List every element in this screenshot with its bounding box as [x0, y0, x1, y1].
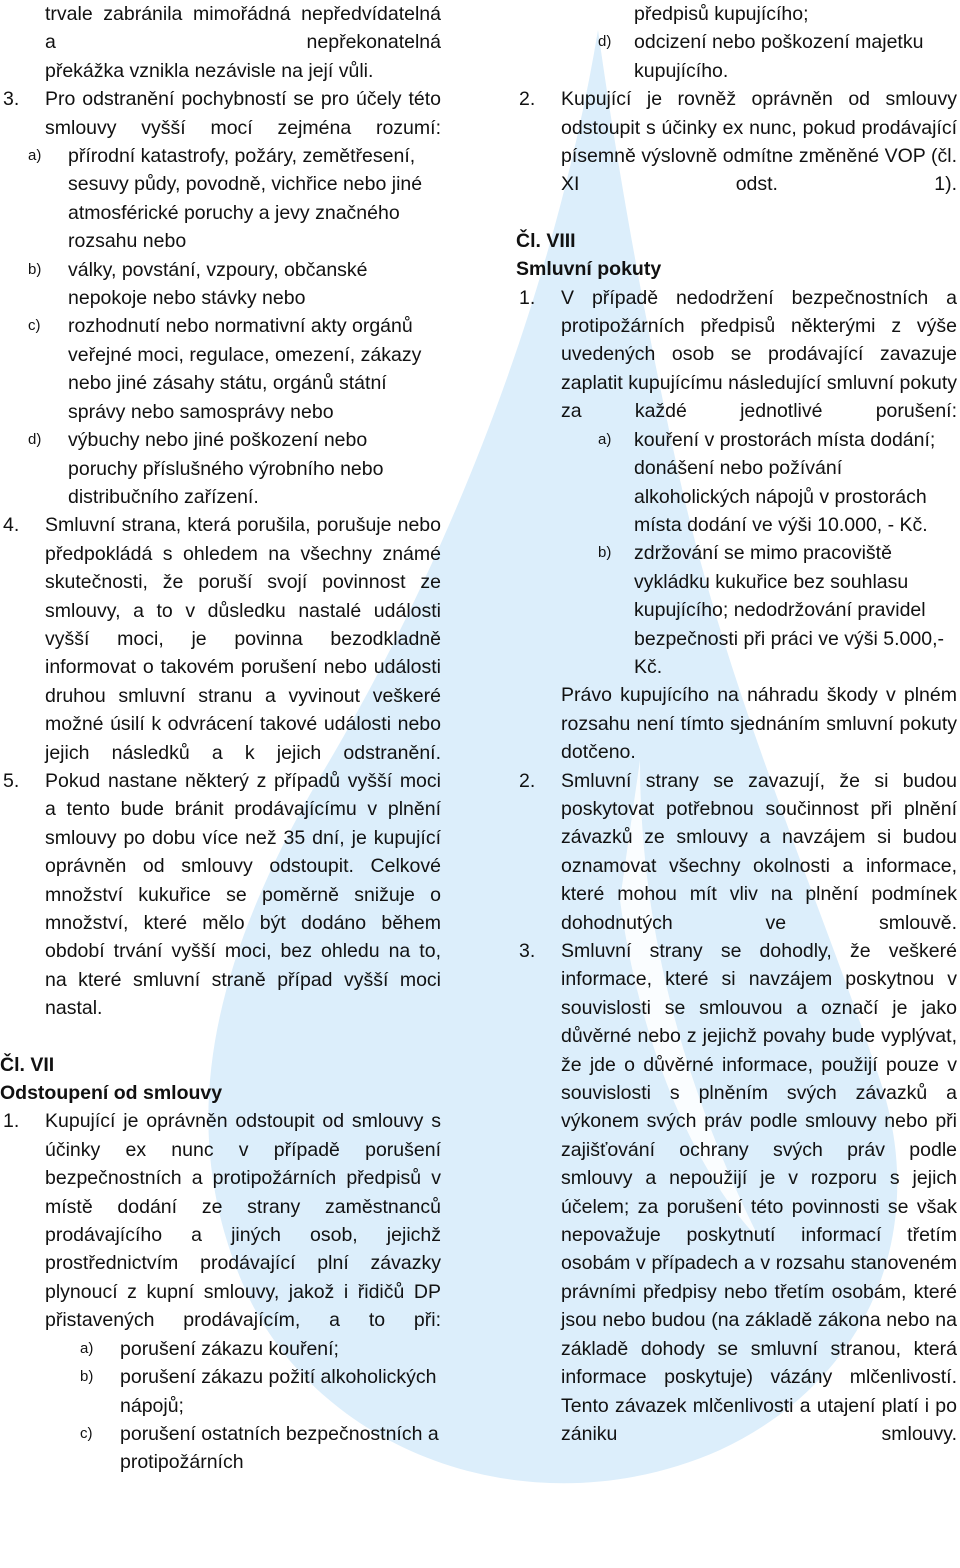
list-text: porušení ostatních bezpečnostních a protipožárních	[120, 1422, 439, 1474]
paragraph-text: Kupující je rovněž oprávněn od smlouvy odstoupit s účinky ex nunc, pokud prodávající písemně výslovně odmítne změněné VOP (čl. XI odst. 1).	[561, 88, 957, 196]
paragraph-text: Smluvní strana, která porušila, porušuje nebo předpokládá s ohledem na všechny známé skutečnosti, že poruší svojí povinnost ze smlouvy, a to v důsledku nastalé události vyšší moci, je povinna bezodkladně informovat o takovém porušení nebo události druhou smluvní stranu a vyvinout veškeré možné úsilí k odvrácení takové události nebo jejich následků a k jejich odstranění.	[45, 514, 441, 764]
continuation-line-2: překážka vznikla nezávisle na její vůli.	[45, 59, 374, 82]
list-item	[0, 1420, 441, 1477]
spacer	[516, 199, 957, 227]
list-text: zdržování se mimo pracoviště vykládku kukuřice bez souhlasu kupujícího; nedodržování pravidel bezpečnosti při práci ve výši 5.000,- Kč.	[634, 542, 944, 678]
spacer	[0, 1023, 441, 1051]
continuation-line-1: trvale zabránila mimořádná nepředvídatelná a nepřekonatelná	[45, 3, 441, 54]
paragraph-text: Právo kupujícího na náhradu škody v plném rozsahu není tímto sjednáním smluvní pokuty dotčeno.	[561, 684, 957, 764]
list-text: odcizení nebo poškození majetku kupujícího.	[634, 31, 924, 82]
list-item	[0, 1363, 441, 1420]
article-7-title: Čl. VII	[0, 1053, 55, 1076]
list-letter: b)	[598, 544, 612, 562]
paragraph-text: Smluvní strany se dohodly, že veškeré informace, které si navzájem poskytnou v souvislosti se smlouvou a označí je jako důvěrné nebo z jejichž povahy bude vyplývat, že jde o důvěrné informace, použijí pouze v souvislosti s plněním svých závazků a výkonem svých práv podle smlouvy nebo při zajišťování ochrany svých práv podle smlouvy a nepoužijí je v rozporu s jejich účelem; za porušení této povinnosti se však nepovažuje poskytnutí informací třetím osobám v případech a v rozsahu stanoveném právními předpisy nebo třetím osobám, které jsou nebo budou (na základě zákona nebo na základě dohody se smluvní stranou, která informace poskytuje) vázány mlčenlivostí. Tento závazek mlčenlivosti a utajení platí i po zániku smlouvy.	[561, 940, 957, 1445]
list-item	[0, 426, 441, 511]
list-text: rozhodnutí nebo normativní akty orgánů veřejné moci, regulace, omezení, zákazy nebo jiné zásahy státu, orgánů státní správy nebo samosprávy nebo	[68, 315, 422, 423]
list-item	[516, 426, 957, 540]
article-8-paragraph-1	[516, 284, 957, 426]
article-8-heading: Smluvní pokuty	[516, 258, 662, 281]
list-text: porušení zákazu požití alkoholických nápojů;	[120, 1366, 437, 1417]
list-text: kouření v prostorách místa dodání; donášení nebo požívání alkoholických nápojů v prostorách místa dodání ve výši 10.000, - Kč.	[634, 428, 936, 536]
paragraph-text: Smluvní strany se zavazují, že si budou poskytovat potřebnou součinnost při plnění závazků ze smlouvy a navzájem si budou oznamovat všechny okolnosti a informace, které mohou mít vliv na plnění podmínek dohodnutých ve smlouvě.	[561, 769, 957, 934]
article-7-paragraph-2	[516, 85, 957, 199]
list-item	[0, 312, 441, 426]
list-text: války, povstání, vzpoury, občanské nepokoje nebo stávky nebo	[68, 258, 368, 310]
paragraph-number: 3.	[519, 940, 536, 962]
article-8-paragraph-2	[516, 767, 957, 937]
paragraph-text: Pro odstranění pochybností se pro účely této smlouvy vyšší mocí zejména rozumí:	[45, 88, 441, 139]
list-letter: a)	[598, 430, 612, 448]
list-letter: b)	[28, 260, 42, 278]
list-text: přírodní katastrofy, požáry, zemětřesení, sesuvy půdy, povodně, vichřice nebo jiné atmosférické poruchy a jevy značného rozsahu nebo	[68, 145, 423, 253]
paragraph-number: 1.	[3, 1110, 20, 1133]
paragraph-number: 2.	[519, 769, 536, 792]
list-item-continuation	[516, 0, 957, 28]
list-item	[516, 539, 957, 681]
list-text: výbuchy nebo jiné poškození nebo poruchy příslušného výrobního nebo distribučního zařízení.	[68, 429, 384, 508]
right-column	[516, 0, 957, 1448]
paragraph-number: 4.	[3, 514, 20, 537]
list-item	[0, 256, 441, 313]
paragraph-text: Kupující je oprávněn odstoupit od smlouvy s účinky ex nunc v případě porušení bezpečnostních a protipožárních předpisů v místě dodání ze strany zaměstnanců prodávajícího a jiných osob, jejichž prostřednictvím prodávající plní závazky plynoucí z kupní smlouvy, jakož i řidičů DP přistavených prodávajícím, a to při:	[45, 1110, 441, 1332]
list-text: předpisů kupujícího;	[634, 3, 809, 25]
list-letter: a)	[80, 1339, 94, 1357]
paragraph-text: V případě nedodržení bezpečnostních a protipožárních předpisů některými z výše uvedených osob se prodávající zavazuje zaplatit kupujícímu následující smluvní pokuty za každé jednotlivé porušení:	[561, 286, 957, 423]
article-8-paragraph-3	[516, 937, 957, 1448]
list-item	[516, 28, 957, 85]
paragraph-continuation	[516, 681, 957, 766]
paragraph-number: 3.	[3, 88, 20, 111]
article-7-paragraph-1	[0, 1107, 441, 1334]
list-letter: b)	[80, 1368, 94, 1386]
list-letter: a)	[28, 147, 42, 165]
list-letter: c)	[80, 1424, 93, 1442]
list-letter: d)	[598, 33, 612, 51]
list-item	[0, 1335, 441, 1363]
list-text: porušení zákazu kouření;	[120, 1337, 339, 1360]
paragraph-3	[0, 85, 441, 142]
paragraph-5	[0, 767, 441, 1023]
list-letter: d)	[28, 431, 42, 449]
article-8-title: Čl. VIII	[516, 229, 576, 252]
paragraph-text: Pokud nastane některý z případů vyšší moci a tento bude bránit prodávajícímu v plnění smlouvy po dobu více než 35 dní, je kupující oprávněn od smlouvy odstoupit. Celkové množství kukuřice se poměrně snižuje o množství, které mělo být dodáno během období trvání vyšší moci, bez ohledu na to, na které smluvní straně případ vyšší moci nastal.	[45, 769, 441, 1020]
paragraph-number: 1.	[519, 286, 536, 309]
paragraph-number: 5.	[3, 769, 20, 792]
list-item	[0, 142, 441, 256]
article-7-heading: Odstoupení od smlouvy	[0, 1082, 223, 1105]
paragraph-number: 2.	[519, 88, 536, 111]
continuation-text	[0, 0, 441, 85]
left-column	[0, 0, 441, 1477]
paragraph-4	[0, 511, 441, 767]
list-letter: c)	[28, 317, 41, 335]
